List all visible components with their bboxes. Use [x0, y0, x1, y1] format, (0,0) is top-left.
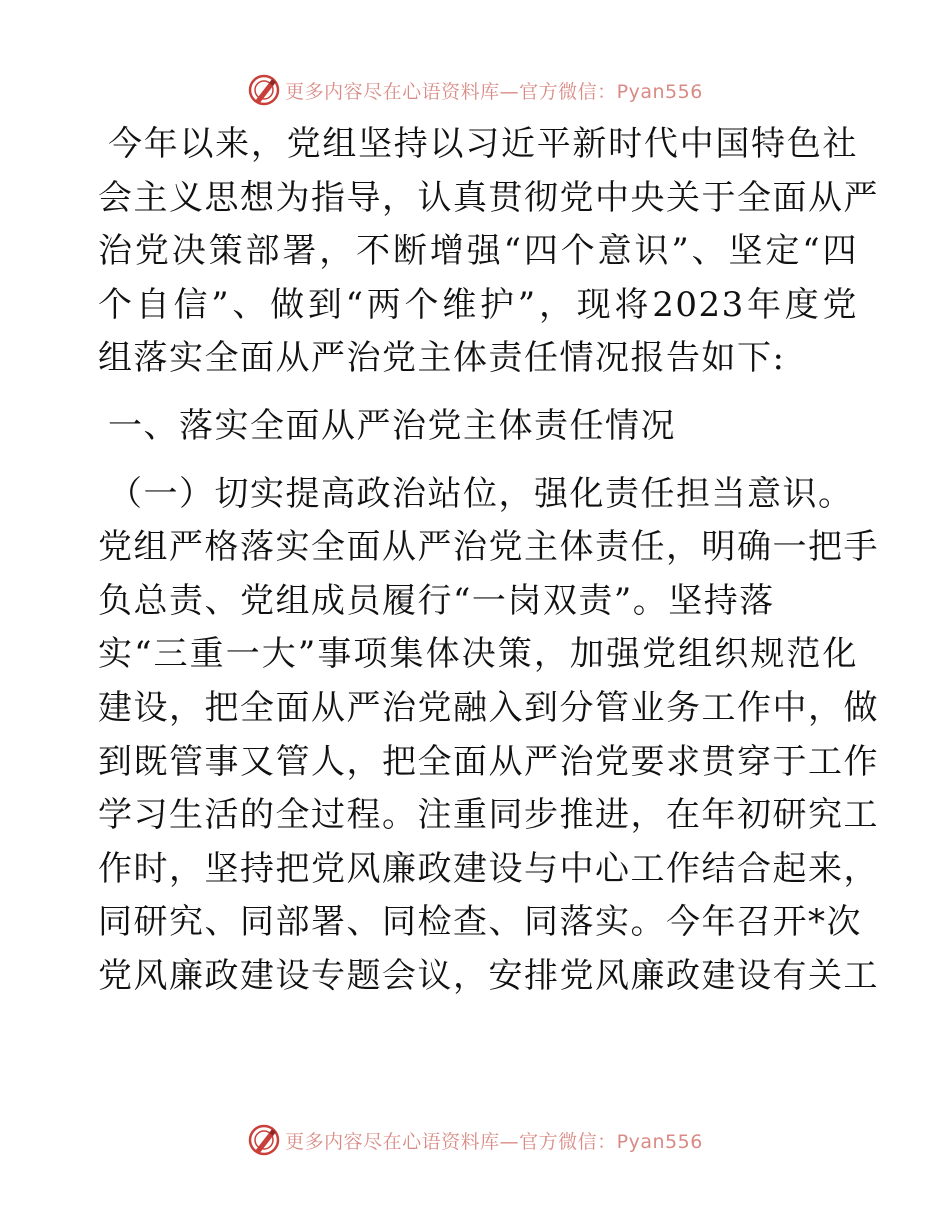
document-body — [98, 118, 879, 1004]
body-line-6: 学习生活的全过程。注重同步推进，在年初研究工 — [98, 795, 879, 836]
body-line-4: 建设，把全面从严治党融入到分管业务工作中，做 — [98, 687, 879, 728]
footer-watermark — [0, 1120, 950, 1160]
pen-logo-icon — [247, 1123, 281, 1157]
body-line-5: 到既管事又管人，把全面从严治党要求贯穿于工作 — [98, 741, 879, 782]
section-heading: 一、落实全面从严治党主体责任情况 — [108, 405, 676, 446]
intro-line-3: 治党决策部署，不断增强“四个意识”、坚定“四 — [98, 231, 858, 272]
intro-line-2: 会主义思想为指导，认真贯彻党中央关于全面从严 — [98, 177, 879, 218]
pen-logo-icon — [247, 73, 281, 107]
sub-heading: （一）切实提高政治站位，强化责任担当意识。 — [108, 473, 854, 514]
watermark-text: 更多内容尽在心语资料库—官方微信：Pyan556 — [285, 80, 703, 103]
body-line-9: 党风廉政建设专题会议，安排党风廉政建设有关工 — [98, 955, 879, 996]
intro-line-4: 个自信”、做到“两个维护”，现将2023年度党 — [98, 284, 858, 325]
watermark-text: 更多内容尽在心语资料库—官方微信：Pyan556 — [285, 1130, 703, 1153]
intro-line-1: 今年以来，党组坚持以习近平新时代中国特色社 — [108, 124, 858, 164]
body-line-2: 负总责、党组成员履行“一岗双责”。坚持落 — [98, 580, 775, 621]
body-line-1: 党组严格落实全面从严治党主体责任，明确一把手 — [98, 527, 879, 568]
body-line-7: 作时，坚持把党风廉政建设与中心工作结合起来， — [98, 848, 879, 889]
header-watermark — [0, 70, 950, 110]
body-line-8: 同研究、同部署、同检查、同落实。今年召开*次 — [98, 902, 862, 943]
intro-line-5: 组落实全面从严治党主体责任情况报告如下: — [98, 338, 786, 379]
body-line-3: 实“三重一大”事项集体决策，加强党组织规范化 — [98, 634, 858, 675]
